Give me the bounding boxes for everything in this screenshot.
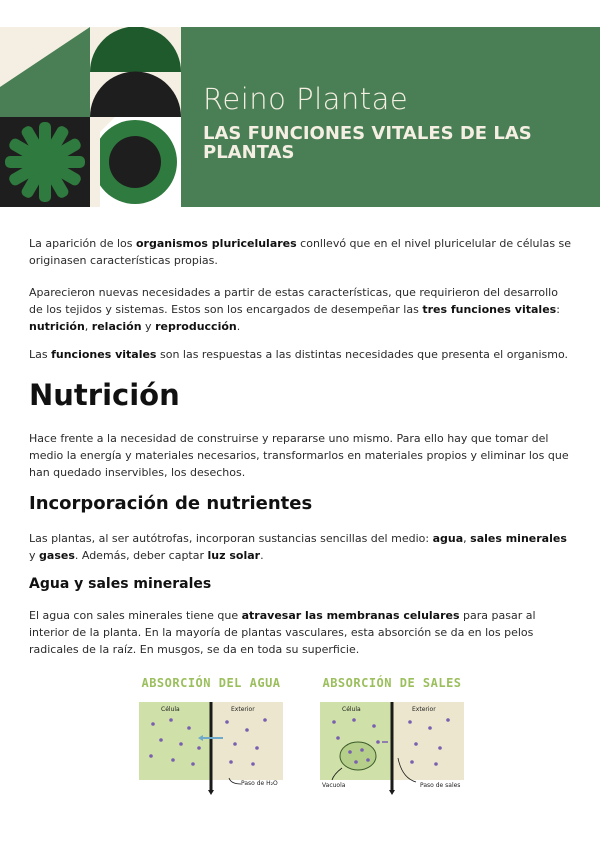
incorporacion-paragraph: Las plantas, al ser autótrofas, incorporan sustancias sencillas del medio: agua, sales minerales y gases. Además, deber captar luz solar. <box>29 532 567 562</box>
figure-absorcion-sales <box>312 676 472 796</box>
subsection-heading-incorporacion: Incorporación de nutrientes <box>29 493 313 514</box>
black-ring-center <box>109 136 161 188</box>
agua-paragraph: El agua con sales minerales tiene que atravesar las membranas celulares para pasar al interior de la planta. En la mayoría de plantas vasculares, esta absorción se da en los pelos radicales de la raíz. En musgos, se da en toda su superficie. <box>29 609 536 656</box>
cell-label: Célula <box>342 706 361 713</box>
section-heading-nutricion: Nutrición <box>29 378 180 412</box>
cell-label: Célula <box>161 706 180 713</box>
exterior-label: Exterior <box>412 706 436 713</box>
vacuole <box>340 742 376 770</box>
page-header <box>0 27 600 207</box>
arrow-label: Paso de sales <box>420 782 461 789</box>
arrow-label: Paso de H₂O <box>241 780 278 787</box>
intro-paragraph-2: Aparecieron nuevas necesidades a partir de estas características, que requirieron del desarrollo de los tejidos y sistemas. Estos son los encargados de desempeñar las tres funciones vitales: nutrición, relación y reproducción. <box>29 286 560 333</box>
figure-title: ABSORCIÓN DE SALES <box>322 676 462 690</box>
exterior-area <box>211 702 283 780</box>
subsection-heading-agua: Agua y sales minerales <box>29 576 212 592</box>
cell-area <box>139 702 211 780</box>
down-arrow-icon <box>208 790 214 795</box>
intro-paragraph-3: Las funciones vitales son las respuestas a las distintas necesidades que presenta el organismo. <box>29 348 569 361</box>
header-band <box>181 27 600 207</box>
page-title: Reino Plantae <box>203 82 409 116</box>
intro-paragraph-1: La aparición de los organismos pluricelulares conllevó que en el nivel pluricelular de células se originasen características propias. <box>29 237 572 267</box>
figure-title: ABSORCIÓN DEL AGUA <box>141 676 281 690</box>
page-subtitle: LAS FUNCIONES VITALES DE LAS PLANTAS <box>203 123 532 163</box>
figure-absorcion-agua <box>131 676 291 796</box>
exterior-label: Exterior <box>231 706 255 713</box>
nutricion-paragraph: Hace frente a la necesidad de construirse y repararse uno mismo. Para ello hay que tomar del medio la energía y materiales necesarios, transformarlos en materiales propios y eliminar los que han quedado inservibles, los desechos. <box>29 432 569 479</box>
vacuole-label: Vacuola <box>322 782 346 789</box>
geometric-decoration <box>0 27 181 207</box>
exterior-area <box>392 702 464 780</box>
down-arrow-icon <box>389 790 395 795</box>
